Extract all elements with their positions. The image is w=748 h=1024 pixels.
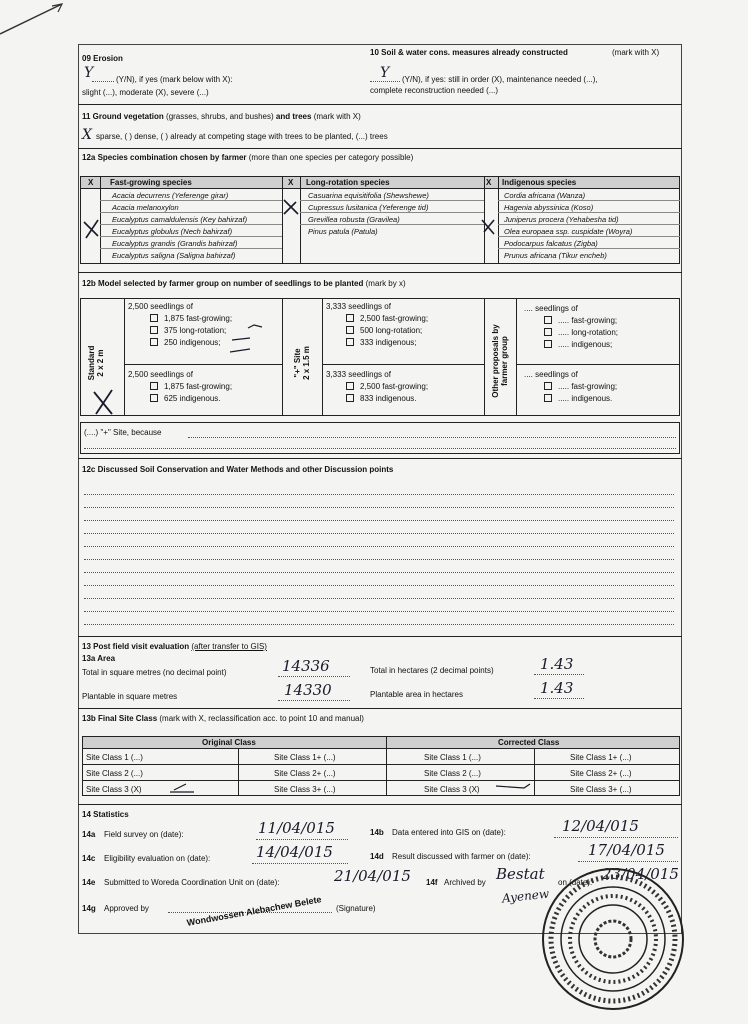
model-title: 12b Model selected by farmer group on number of seedlings to be planted (mark by x) <box>82 279 406 288</box>
corr-class-1: Site Class 1 (...) <box>424 753 481 762</box>
indig-species-3: Juniperus procera (Yehabesha tid) <box>504 215 619 224</box>
ground-vegetation-mark: X <box>82 127 92 143</box>
plantable-sqm-label: Plantable in square metres <box>82 692 178 701</box>
col-x-long: X <box>288 178 294 187</box>
plus-site-because: (....) "+" Site, because <box>84 428 162 437</box>
long-species-1: Casuarina equisitifolia (Shewshewe) <box>308 191 429 200</box>
col-x-fast: X <box>88 178 94 187</box>
long-species-4: Pinus patula (Patula) <box>308 227 378 236</box>
stat-14f-label: Archived by <box>444 878 486 887</box>
plus-b-line-2: 833 indigenous. <box>346 394 417 404</box>
class-handwritten-marks <box>78 774 682 798</box>
oth-b-line-2: ..... indigenous. <box>544 394 612 404</box>
fast-species-4: Eucalyptus globulus (Nech bahirzaf) <box>112 227 233 236</box>
oth-a-line-1: ..... fast-growing; <box>544 316 617 326</box>
std-b-head: 2,500 seedlings of <box>128 370 193 379</box>
discussion-title: 12c Discussed Soil Conservation and Water Methods and other Discussion points <box>82 465 394 474</box>
original-class-header: Original Class <box>202 738 256 747</box>
stat-14e-value: 21/04/015 <box>334 867 411 885</box>
stat-14c-no: 14c <box>82 854 96 863</box>
indig-species-2: Hagenia abyssinica (Koso) <box>504 203 594 212</box>
ground-vegetation-title: 11 Ground vegetation (grasses, shrubs, and bushes) and trees (mark with X) <box>82 112 361 121</box>
stat-14a-value: 11/04/015 <box>258 819 335 837</box>
erosion-question: (Y/N), if yes (mark below with X): <box>116 75 233 84</box>
indig-species-1: Cordia africana (Wanza) <box>504 191 586 200</box>
col-x-indig: X <box>486 178 492 187</box>
stat-14a-label: Field survey on (date): <box>104 830 184 839</box>
standard-label: Standard 2 x 2 m <box>87 345 105 381</box>
species-handwritten-marks <box>78 174 682 264</box>
swc-title: 10 Soil & water cons. measures already constructed <box>370 48 568 57</box>
oth-a-line-3: ..... indigenous; <box>544 340 612 350</box>
oth-a-line-2: ..... long-rotation; <box>544 328 618 338</box>
swc-title-note: (mark with X) <box>612 48 660 57</box>
std-a-line-2: 375 long-rotation; <box>150 326 226 336</box>
fast-species-3: Eucalyptus camaldulensis (Key bahirzaf) <box>112 215 248 224</box>
fast-species-5: Eucalyptus grandis (Grandis bahirzaf) <box>112 239 238 248</box>
species-title: 12a Species combination chosen by farmer (more than one species per category possible) <box>82 153 414 162</box>
form-page <box>78 44 682 934</box>
long-header: Long-rotation species <box>306 178 390 187</box>
long-species-2: Cupressus lusitanica (Yeferenge tid) <box>308 203 429 212</box>
plus-site-label: "+" Site 2 x 1.5 m <box>293 346 311 380</box>
corr-class-1plus: Site Class 1+ (...) <box>570 753 632 762</box>
std-a-line-1: 1,875 fast-growing; <box>150 314 232 324</box>
stat-14f-no: 14f <box>426 878 438 887</box>
plus-a-head: 3,333 seedlings of <box>326 302 391 311</box>
orig-class-2: Site Class 2 (...) <box>86 769 143 778</box>
stat-14d-label: Result discussed with farmer on (date): <box>392 852 531 861</box>
stat-14g-label: Approved by <box>104 904 149 913</box>
area-title: 13a Area <box>82 654 116 663</box>
corrected-class-header: Corrected Class <box>498 738 560 747</box>
plus-site-box <box>80 422 680 454</box>
orig-class-3plus: Site Class 3+ (...) <box>274 785 336 794</box>
swc-question: (Y/N), if yes: still in order (X), maintenance needed (...), <box>402 75 598 84</box>
statistics-title: 14 Statistics <box>82 810 129 819</box>
plantable-ha-value: 1.43 <box>540 679 574 697</box>
folded-corner <box>0 0 70 40</box>
plantable-ha-label: Plantable area in hectares <box>370 690 463 699</box>
plus-a-line-2: 500 long-rotation; <box>346 326 422 336</box>
plus-a-line-3: 333 indigenous; <box>346 338 417 348</box>
fast-species-6: Eucalyptus saligna (Saligna bahirzaf) <box>112 251 236 260</box>
fast-species-2: Acacia melanoxylon <box>112 203 179 212</box>
indig-species-5: Podocarpus falcatus (Zigba) <box>504 239 598 248</box>
std-a-head: 2,500 seedlings of <box>128 302 193 311</box>
indig-species-4: Olea europaea ssp. cuspidate (Woyra) <box>504 227 633 236</box>
stat-14b-label: Data entered into GIS on (date): <box>392 828 506 837</box>
stat-14g-signature: (Signature) <box>336 904 376 913</box>
office-seal <box>538 864 688 1014</box>
swc-mark: Y <box>380 65 390 81</box>
corr-class-2: Site Class 2 (...) <box>424 769 481 778</box>
long-species-3: Grevillea robusta (Gravilea) <box>308 215 400 224</box>
stat-14e-label: Submitted to Woreda Coordination Unit on (date): <box>104 878 280 887</box>
plus-b-head: 3,333 seedlings of <box>326 370 391 379</box>
std-a-line-3: 250 indigenous; <box>150 338 221 348</box>
ha-value: 1.43 <box>540 655 574 673</box>
model-handwritten-marks <box>78 298 682 418</box>
corr-class-3plus: Site Class 3+ (...) <box>570 785 632 794</box>
fast-header: Fast-growing species <box>110 178 192 187</box>
erosion-grades: slight (...), moderate (X), severe (...) <box>82 88 209 97</box>
stat-14e-no: 14e <box>82 878 96 887</box>
plus-a-line-1: 2,500 fast-growing; <box>346 314 428 324</box>
ground-vegetation-options: sparse, ( ) dense, ( ) already at competing stage with trees to be planted, (...) trees <box>96 132 388 141</box>
approver-signature-2: Ayenew <box>501 886 550 906</box>
orig-class-1: Site Class 1 (...) <box>86 753 143 762</box>
orig-class-1plus: Site Class 1+ (...) <box>274 753 336 762</box>
erosion-title: 09 Erosion <box>82 54 123 63</box>
plus-b-line-1: 2,500 fast-growing; <box>346 382 428 392</box>
stat-14f-on: on (date): <box>558 878 593 887</box>
indig-header: Indigenous species <box>502 178 577 187</box>
std-b-line-1: 1,875 fast-growing; <box>150 382 232 392</box>
oth-b-head: .... seedlings of <box>524 370 578 379</box>
stat-14b-no: 14b <box>370 828 384 837</box>
stat-14a-no: 14a <box>82 830 96 839</box>
sqm-label: Total in square metres (no decimal point) <box>82 668 227 677</box>
stat-14f-value: 23/04/015 <box>602 865 679 883</box>
stat-14c-value: 14/04/015 <box>256 843 333 861</box>
orig-class-2plus: Site Class 2+ (...) <box>274 769 336 778</box>
approver-name-stamp: Wondwossen Alebachew Belete <box>186 894 323 928</box>
fast-species-1: Acacia decurrens (Yeferenge girar) <box>112 191 229 200</box>
plantable-sqm-value: 14330 <box>284 681 332 699</box>
stat-14d-value: 17/04/015 <box>588 841 665 859</box>
orig-class-3: Site Class 3 (X) <box>86 785 142 794</box>
stat-14c-label: Eligibility evaluation on (date): <box>104 854 211 863</box>
stat-14b-value: 12/04/015 <box>562 817 639 835</box>
sqm-value: 14336 <box>282 657 330 675</box>
oth-a-head: .... seedlings of <box>524 304 578 313</box>
indig-species-6: Prunus africana (Tikur encheb) <box>504 251 607 260</box>
swc-question-2: complete reconstruction needed (...) <box>370 86 499 95</box>
other-proposals-label: Other proposals by farmer group <box>491 324 509 398</box>
ha-label: Total in hectares (2 decimal points) <box>370 666 494 675</box>
oth-b-line-1: ..... fast-growing; <box>544 382 617 392</box>
final-class-title: 13b Final Site Class (mark with X, reclassification acc. to point 10 and manual) <box>82 714 364 723</box>
std-b-line-2: 625 indigenous. <box>150 394 221 404</box>
post-field-title: 13 Post field visit evaluation (after transfer to GIS) <box>82 642 267 651</box>
erosion-mark: Y <box>84 65 94 81</box>
stat-14f-name: Bestat <box>496 865 545 883</box>
stat-14g-no: 14g <box>82 904 96 913</box>
stat-14d-no: 14d <box>370 852 384 861</box>
corr-class-2plus: Site Class 2+ (...) <box>570 769 632 778</box>
corr-class-3: Site Class 3 (X) <box>424 785 480 794</box>
